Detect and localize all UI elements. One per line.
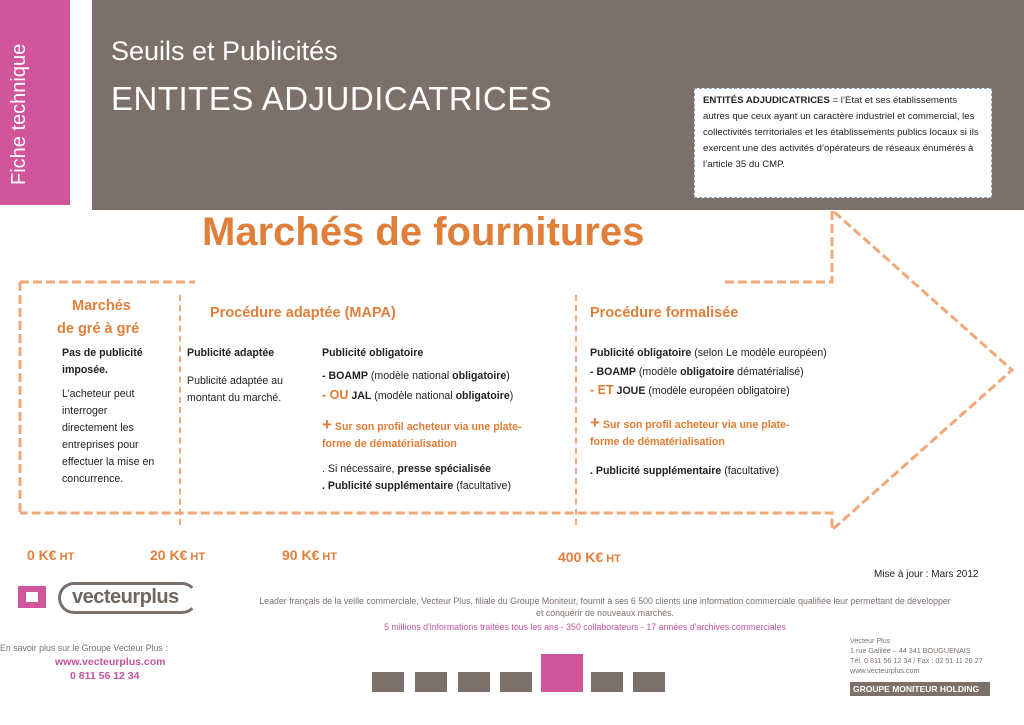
decor-square [591,672,623,692]
text-line: obligatoire [455,390,510,402]
col-gre-head2: imposée. [62,364,108,376]
vecteurplus-logo-text: vecteurplus [72,586,179,608]
footer-line1: Leader français de la veille commerciale, Vecteur Plus, filiale du Groupe Moniteur, fournit à ses 6 500 clients une information commerciale qualifiée leur permettant de développer [259,596,951,606]
text-line: ) [506,370,510,382]
col-formal-body [590,345,850,480]
page-subtitle: ENTITES ADJUDICATRICES [111,80,553,117]
address-line: Vecteur Plus [850,636,891,645]
threshold-value: 20 K€ [150,547,188,563]
threshold-value: 90 K€ [282,547,320,563]
pub-sup: . Publicité supplémentaire [590,465,722,477]
more-info: En savoir plus sur le Groupe Vecteur Plus : [0,643,168,653]
side-label: Fiche technique [8,43,30,185]
separator [575,295,577,525]
update-date: Mise à jour : Mars 2012 [874,569,979,580]
decor-square [372,672,404,692]
text-line: (facultative) [721,465,779,477]
address-line: 1 rue Galilée – 44 341 BOUGUENAIS [850,646,971,655]
main-title: Marchés de fournitures [202,210,645,254]
threshold-value: 400 K€ [558,549,604,565]
footer-line2: et conquérir de nouveaux marchés. [536,608,674,618]
page-title: Seuils et Publicités [111,36,338,66]
address-line: www.vecteurplus.com [850,666,920,675]
jal-label: JAL [348,390,372,402]
profil-text2: forme de dématérialisation [590,436,725,448]
text-line: ) [509,390,514,402]
text-line: Publicité adaptée au [187,375,284,387]
text-line: directement les [62,422,134,434]
threshold-unit: HT [603,553,621,565]
decor-square [633,672,665,692]
presse-label: presse spécialisée [397,463,492,475]
text-line: obligatoire [452,370,507,382]
text-line: interroger [62,405,108,417]
threshold-90 [282,547,337,563]
adaptee-head: Publicité adaptée [187,347,275,359]
text-line: (modèle européen obligatoire) [645,385,790,397]
text-line: effectuer la mise en [62,456,155,468]
joue-label: JOUE [613,385,646,397]
holding-logo: GROUPE MONITEUR HOLDING [850,682,990,696]
decor-square [500,672,532,692]
boamp-label: - BOAMP [322,370,368,382]
col-formal-title: Procédure formalisée [590,305,739,321]
footer-line3: 5 millions d'informations traitées tous les ans - 350 collaborateurs - 17 années d'archives commerciales [384,622,786,632]
decor-square-pink [541,654,583,692]
plus-icon: + [590,413,600,432]
definition-term: ENTITÉS ADJUDICATRICES [703,95,830,106]
text-line: obligatoire [680,366,735,378]
text-line: concurrence. [62,473,124,485]
ou-label: - OU [322,388,349,402]
text-line: (facultative) [453,480,511,492]
threshold-unit: HT [319,551,338,563]
text-line: (modèle [635,366,681,378]
profil-text: Sur son profil acheteur via une plate- [334,421,522,433]
profil-text: Sur son profil acheteur via une plate- [602,419,790,431]
oblig-head: Publicité obligatoire [590,347,692,359]
decor-square [415,672,447,692]
oblig-head: Publicité obligatoire [322,347,424,359]
address-block [850,636,983,676]
separator [179,295,181,525]
col-mapa-obligatoire [322,345,572,495]
text-line: . Si nécessaire, [322,463,398,475]
col-gre-title2: de gré à gré [57,321,140,337]
plus-icon: + [322,415,332,434]
threshold-20 [150,547,205,563]
text-line: entreprises pour [62,439,139,451]
col-gre-body [62,345,174,488]
text-line: (modèle national [367,370,453,382]
phone-number: 0 811 56 12 34 [70,670,140,682]
text-line: dématérialisé) [734,366,804,378]
definition-text: = l’Etat et ses établissements autres que ceux ayant un caractère industriel et commercial, les collectivités territoriales et les établissements publics locaux si ils exercent une des activités d’opérateurs de réseaux énumérés à l’article 35 du CMP. [703,95,979,170]
boamp-label: - BOAMP [590,366,636,378]
threshold-unit: HT [56,551,75,563]
pub-sup: . Publicité supplémentaire [322,480,454,492]
definition-box [694,88,992,198]
threshold-unit: HT [187,551,206,563]
col-mapa-title: Procédure adaptée (MAPA) [210,305,396,321]
col-mapa-adaptee [187,345,307,407]
address-line: Tél. 0 811 56 12 34 / Fax : 02 51 11 26 27 [850,656,983,665]
text-line: (modèle national [371,390,456,402]
col-gre-title: Marchés [72,298,131,314]
text-line: montant du marché. [187,392,282,404]
website-link[interactable]: www.vecteurplus.com [55,656,166,668]
logo-mark-icon [18,586,46,608]
decor-square [458,672,490,692]
profil-text2: forme de dématérialisation [322,438,457,450]
threshold-0 [27,547,74,563]
text-line: (selon Le modèle européen) [691,347,827,359]
threshold-400 [558,549,621,565]
et-label: - ET [590,383,614,397]
text-line: L’acheteur peut [62,388,135,400]
col-gre-head: Pas de publicité [62,347,143,359]
threshold-value: 0 K€ [27,547,57,563]
